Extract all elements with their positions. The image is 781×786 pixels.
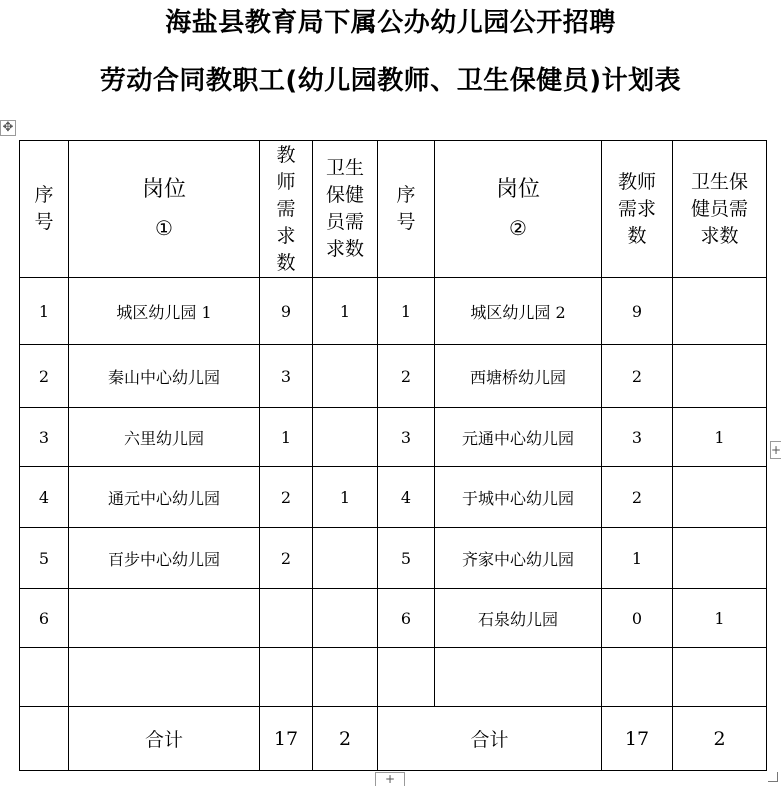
health-count-cell [673,278,767,345]
recruitment-plan-table [19,140,767,771]
table-row [20,589,767,648]
header-teacher-demand-left: 教 师 需 求 数 [260,141,313,278]
kindergarten-cell: 齐家中心幼儿园 [435,528,602,589]
kindergarten-cell: 城区幼儿园 2 [435,278,602,345]
teacher-count-cell: 1 [602,528,673,589]
total-blank-cell [20,707,69,771]
table-row [20,345,767,408]
kindergarten-cell: 六里幼儿园 [69,408,260,467]
header-seq-left: 序 号 [20,141,69,278]
table-resize-handle-icon[interactable] [768,772,778,782]
header-position-left: 岗位 ① [69,141,260,278]
seq-cell: 6 [378,589,435,648]
seq-cell: 5 [20,528,69,589]
kindergarten-cell [69,589,260,648]
kindergarten-cell: 石泉幼儿园 [435,589,602,648]
table-move-handle-icon[interactable]: ✥ [0,120,16,136]
total-teacher-right: 17 [602,707,673,771]
teacher-count-cell: 2 [260,528,313,589]
seq-cell: 4 [20,467,69,528]
health-count-cell [313,408,378,467]
seq-cell: 3 [378,408,435,467]
teacher-count-cell: 2 [260,467,313,528]
seq-cell: 1 [20,278,69,345]
document-title-line-2: 劳动合同教职工(幼儿园教师、卫生保健员)计划表 [99,66,682,96]
health-count-cell: 1 [673,589,767,648]
total-health-left: 2 [313,707,378,771]
kindergarten-cell: 秦山中心幼儿园 [69,345,260,408]
health-count-cell: 1 [673,408,767,467]
seq-cell: 2 [20,345,69,408]
seq-cell: 3 [20,408,69,467]
kindergarten-cell: 城区幼儿园 1 [69,278,260,345]
health-count-cell: 1 [313,467,378,528]
health-count-cell: 1 [313,278,378,345]
total-label-left: 合计 [69,707,260,771]
health-count-cell [313,528,378,589]
seq-cell: 6 [20,589,69,648]
teacher-count-cell: 3 [602,408,673,467]
header-position-right: 岗位 ② [435,141,602,278]
teacher-count-cell [602,648,673,707]
kindergarten-cell: 西塘桥幼儿园 [435,345,602,408]
table-row [20,408,767,467]
teacher-count-cell: 9 [260,278,313,345]
health-count-cell [673,648,767,707]
kindergarten-cell: 通元中心幼儿园 [69,467,260,528]
teacher-count-cell: 1 [260,408,313,467]
table-row [20,528,767,589]
table-row [20,467,767,528]
seq-cell: 2 [378,345,435,408]
kindergarten-cell [435,648,602,707]
teacher-count-cell: 0 [602,589,673,648]
total-health-right: 2 [673,707,767,771]
teacher-count-cell: 3 [260,345,313,408]
health-count-cell [313,589,378,648]
header-teacher-demand-right: 教师 需求 数 [602,141,673,278]
health-count-cell [673,345,767,408]
document-title-line-1: 海盐县教育局下属公办幼儿园公开招聘 [165,8,616,38]
total-row [20,707,767,771]
teacher-count-cell: 2 [602,345,673,408]
health-count-cell [313,345,378,408]
seq-cell: 1 [378,278,435,345]
seq-cell: 5 [378,528,435,589]
total-label-right: 合计 [378,707,602,771]
table-row [20,648,767,707]
teacher-count-cell [260,648,313,707]
header-health-demand-right: 卫生保 健员需 求数 [673,141,767,278]
health-count-cell [313,648,378,707]
kindergarten-cell: 元通中心幼儿园 [435,408,602,467]
seq-cell: 4 [378,467,435,528]
total-teacher-left: 17 [260,707,313,771]
add-row-plus-icon[interactable]: + [375,772,405,786]
teacher-count-cell [260,589,313,648]
add-column-plus-icon[interactable]: + [771,443,781,457]
teacher-count-cell: 2 [602,467,673,528]
table-row [20,278,767,345]
kindergarten-cell: 于城中心幼儿园 [435,467,602,528]
seq-cell [20,648,69,707]
teacher-count-cell: 9 [602,278,673,345]
seq-cell [378,648,435,707]
health-count-cell [673,528,767,589]
kindergarten-cell [69,648,260,707]
kindergarten-cell: 百步中心幼儿园 [69,528,260,589]
table-header-row [20,141,767,278]
header-seq-right: 序 号 [378,141,435,278]
health-count-cell [673,467,767,528]
header-health-demand-left: 卫生 保健 员需 求数 [313,141,378,278]
